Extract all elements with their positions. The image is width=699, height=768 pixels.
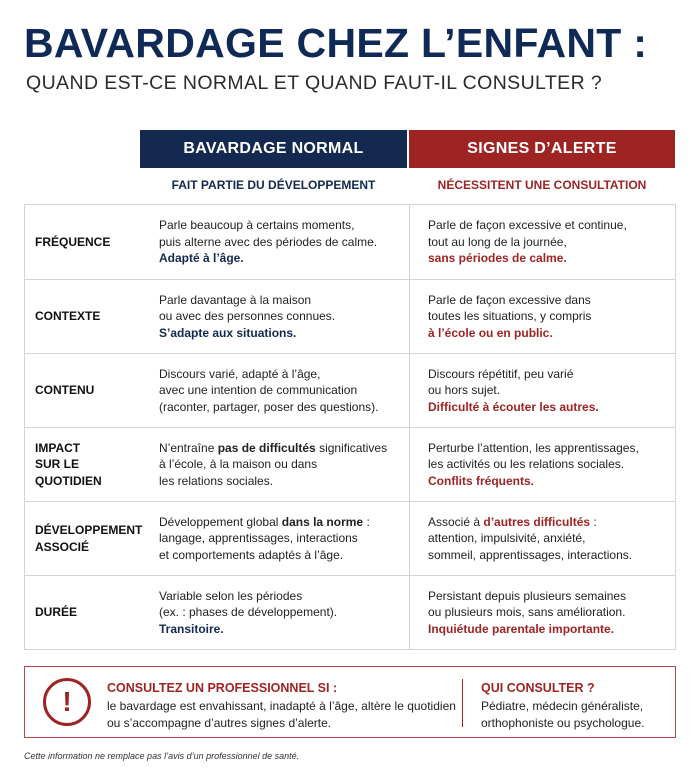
highlight-text: Inquiétude parentale importante.	[428, 621, 615, 636]
alert-cell	[409, 576, 675, 649]
cell-line	[428, 530, 675, 547]
cell-line	[428, 440, 675, 457]
alert-cell	[409, 354, 675, 427]
cell-text: Associé à	[428, 514, 484, 529]
cell-text: les relations sociales.	[159, 473, 274, 488]
cell-text: avec une intention de communication	[159, 383, 358, 398]
cell-line	[428, 456, 675, 473]
page-subtitle: QUAND EST-CE NORMAL ET QUAND FAUT-IL CONSULTER ?	[26, 72, 603, 94]
cell-text: tout au long de la journée,	[428, 234, 567, 249]
cell-line	[428, 366, 675, 383]
row-label: DURÉE	[35, 605, 78, 620]
alert-cell	[409, 205, 675, 279]
cell-line	[428, 234, 675, 251]
cell-line	[428, 588, 675, 605]
consult-box	[24, 666, 676, 738]
row-label: IMPACT SUR LE QUOTIDIEN	[35, 441, 102, 488]
cell-text: Perturbe l’attention, les apprentissages,	[428, 440, 639, 455]
row-label: FRÉQUENCE	[35, 234, 111, 249]
cell-text: Développement global	[159, 514, 282, 529]
highlight-text: S’adapte aux situations.	[159, 325, 297, 340]
alert-column-subheader: NÉCESSITENT UNE CONSULTATION	[437, 178, 647, 192]
cell-text: Discours varié, adapté à l’âge,	[159, 366, 321, 381]
cell-line	[428, 604, 675, 621]
cell-text: Parle beaucoup à certains moments,	[159, 218, 355, 233]
normal-cell	[141, 280, 409, 353]
cell-text: (ex. : phases de développement).	[159, 605, 338, 620]
highlight-text: à l’école ou en public.	[428, 325, 553, 340]
cell-line	[159, 514, 409, 531]
normal-cell	[141, 428, 409, 501]
cell-line	[159, 366, 409, 383]
cell-text: Parle davantage à la maison	[159, 292, 312, 307]
normal-column-subheader: FAIT PARTIE DU DÉVELOPPEMENT	[171, 178, 376, 192]
who-line: Pédiatre, médecin généraliste,	[481, 699, 644, 713]
cell-text: Parle de façon excessive dans	[428, 292, 591, 307]
cell-text: toutes les situations, y compris	[428, 309, 592, 324]
cell-line	[159, 325, 409, 342]
cell-line	[159, 440, 409, 457]
alert-cell	[409, 428, 675, 501]
cell-line	[159, 217, 409, 234]
cell-line	[428, 382, 675, 399]
page-title: BAVARDAGE CHEZ L’ENFANT :	[24, 20, 648, 66]
table-row	[25, 353, 675, 427]
cell-text: Variable selon les périodes	[159, 588, 303, 603]
cell-text: ou plusieurs mois, sans amélioration.	[428, 605, 626, 620]
cell-line	[428, 292, 675, 309]
cell-text: Parle de façon excessive et continue,	[428, 218, 627, 233]
cell-text: à l’école, à la maison ou dans	[159, 457, 318, 472]
cell-line	[428, 473, 675, 490]
table-row	[25, 427, 675, 501]
cell-text: (raconter, partager, poser des questions).	[159, 399, 379, 414]
consult-text	[107, 698, 467, 731]
table-row	[25, 279, 675, 353]
alert-cell	[409, 502, 675, 575]
cell-text: puis alterne avec des périodes de calme.	[159, 234, 378, 249]
highlight-text: Transitoire.	[159, 621, 224, 636]
who-line: orthophoniste ou psychologue.	[481, 715, 645, 730]
cell-line	[159, 234, 409, 251]
row-label: DÉVELOPPEMENT ASSOCIÉ	[35, 523, 143, 554]
cell-text: sommeil, apprentissages, interactions.	[428, 547, 633, 562]
consult-title: CONSULTEZ UN PROFESSIONNEL SI :	[107, 681, 338, 695]
normal-cell	[141, 576, 409, 649]
highlight-text: Difficulté à écouter les autres.	[428, 399, 599, 414]
cell-line	[159, 604, 409, 621]
highlight-text: sans périodes de calme.	[428, 251, 567, 266]
cell-line	[428, 621, 675, 638]
disclaimer-footnote: Cette information ne remplace pas l’avis d’un professionnel de santé.	[24, 751, 300, 761]
box-divider	[462, 679, 463, 727]
normal-column-header: BAVARDAGE NORMAL	[140, 130, 407, 168]
cell-line	[428, 399, 675, 416]
cell-text: ou hors sujet.	[428, 383, 501, 398]
row-label: CONTENU	[35, 383, 95, 398]
cell-line	[159, 399, 409, 416]
alert-cell	[409, 280, 675, 353]
cell-text: significatives	[315, 440, 388, 455]
cell-text: Discours répétitif, peu varié	[428, 366, 574, 381]
cell-line	[159, 292, 409, 309]
highlight-text: Conflits fréquents.	[428, 473, 535, 488]
cell-line	[159, 382, 409, 399]
exclamation-circle-icon: !	[43, 678, 91, 726]
cell-line	[428, 547, 675, 564]
cell-line	[159, 250, 409, 267]
cell-line	[428, 325, 675, 342]
who-text	[481, 698, 671, 731]
highlight-text: d’autres difficultés	[483, 514, 591, 529]
cell-text: Persistant depuis plusieurs semaines	[428, 588, 627, 603]
consult-line: ou s’accompagne d’autres signes d’alerte.	[107, 715, 332, 730]
highlight-text: Adapté à l’âge.	[159, 251, 244, 266]
consult-line: le bavardage est envahissant, inadapté à l’âge, altère le quotidien	[107, 699, 456, 713]
who-title: QUI CONSULTER ?	[481, 681, 595, 695]
cell-line	[159, 456, 409, 473]
normal-cell	[141, 502, 409, 575]
highlight-text: pas de difficultés	[217, 440, 316, 455]
normal-cell	[141, 354, 409, 427]
cell-text: les activités ou les relations sociales.	[428, 457, 625, 472]
cell-text: ou avec des personnes connues.	[159, 309, 336, 324]
cell-text: :	[363, 514, 370, 529]
cell-line	[428, 250, 675, 267]
cell-line	[159, 473, 409, 490]
cell-line	[159, 547, 409, 564]
table-row	[25, 205, 675, 279]
cell-text: N’entraîne	[159, 440, 218, 455]
cell-line	[159, 588, 409, 605]
cell-text: et comportements adaptés à l’âge.	[159, 547, 344, 562]
cell-line	[428, 514, 675, 531]
cell-line	[428, 308, 675, 325]
cell-text: :	[590, 514, 597, 529]
alert-column-header: SIGNES D’ALERTE	[409, 130, 675, 168]
cell-line	[428, 217, 675, 234]
cell-text: langage, apprentissages, interactions	[159, 531, 358, 546]
cell-line	[159, 308, 409, 325]
cell-text: attention, impulsivité, anxiété,	[428, 531, 586, 546]
cell-line	[159, 530, 409, 547]
table-row	[25, 575, 675, 649]
normal-cell	[141, 205, 409, 279]
row-label: CONTEXTE	[35, 309, 101, 324]
cell-line	[159, 621, 409, 638]
highlight-text: dans la norme	[281, 514, 364, 529]
comparison-table	[24, 204, 676, 650]
table-row	[25, 501, 675, 575]
